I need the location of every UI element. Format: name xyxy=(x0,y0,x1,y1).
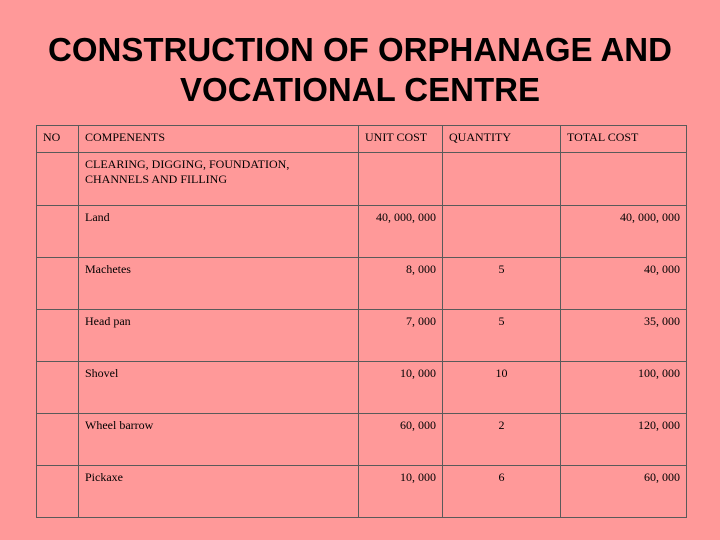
table-row xyxy=(37,310,687,362)
row-total-cost: 100, 000 xyxy=(561,362,687,414)
cost-table xyxy=(36,125,687,518)
row-component: Land xyxy=(79,206,359,258)
header-no: NO xyxy=(37,126,79,153)
row-unit-cost: 60, 000 xyxy=(359,414,443,466)
row-total-cost: 60, 000 xyxy=(561,466,687,518)
section-label: CLEARING, DIGGING, FOUNDATION, CHANNELS AND FILLING xyxy=(79,153,359,206)
table-header-row xyxy=(37,126,687,153)
row-quantity xyxy=(443,206,561,258)
row-no xyxy=(37,310,79,362)
section-quantity-cell xyxy=(443,153,561,206)
table-row xyxy=(37,362,687,414)
row-unit-cost: 10, 000 xyxy=(359,362,443,414)
title-line-2: VOCATIONAL CENTRE xyxy=(180,71,540,108)
section-row xyxy=(37,153,687,206)
row-component: Pickaxe xyxy=(79,466,359,518)
row-component: Head pan xyxy=(79,310,359,362)
header-total-cost: TOTAL COST xyxy=(561,126,687,153)
row-total-cost: 120, 000 xyxy=(561,414,687,466)
row-unit-cost: 40, 000, 000 xyxy=(359,206,443,258)
row-component: Machetes xyxy=(79,258,359,310)
row-no xyxy=(37,414,79,466)
section-no-cell xyxy=(37,153,79,206)
row-no xyxy=(37,362,79,414)
row-unit-cost: 10, 000 xyxy=(359,466,443,518)
row-no xyxy=(37,258,79,310)
header-quantity: QUANTITY xyxy=(443,126,561,153)
section-unit-cost-cell xyxy=(359,153,443,206)
row-quantity: 5 xyxy=(443,258,561,310)
row-total-cost: 40, 000 xyxy=(561,258,687,310)
row-no xyxy=(37,466,79,518)
row-unit-cost: 7, 000 xyxy=(359,310,443,362)
table-row xyxy=(37,258,687,310)
table-row xyxy=(37,206,687,258)
row-quantity: 2 xyxy=(443,414,561,466)
row-component: Wheel barrow xyxy=(79,414,359,466)
row-quantity: 6 xyxy=(443,466,561,518)
header-components: COMPENENTS xyxy=(79,126,359,153)
section-total-cost-cell xyxy=(561,153,687,206)
title-line-1: CONSTRUCTION OF ORPHANAGE AND xyxy=(48,31,672,68)
table-row xyxy=(37,466,687,518)
row-total-cost: 35, 000 xyxy=(561,310,687,362)
table-row xyxy=(37,414,687,466)
page-title xyxy=(0,30,720,110)
row-quantity: 10 xyxy=(443,362,561,414)
row-component: Shovel xyxy=(79,362,359,414)
row-unit-cost: 8, 000 xyxy=(359,258,443,310)
header-unit-cost: UNIT COST xyxy=(359,126,443,153)
row-total-cost: 40, 000, 000 xyxy=(561,206,687,258)
row-no xyxy=(37,206,79,258)
row-quantity: 5 xyxy=(443,310,561,362)
